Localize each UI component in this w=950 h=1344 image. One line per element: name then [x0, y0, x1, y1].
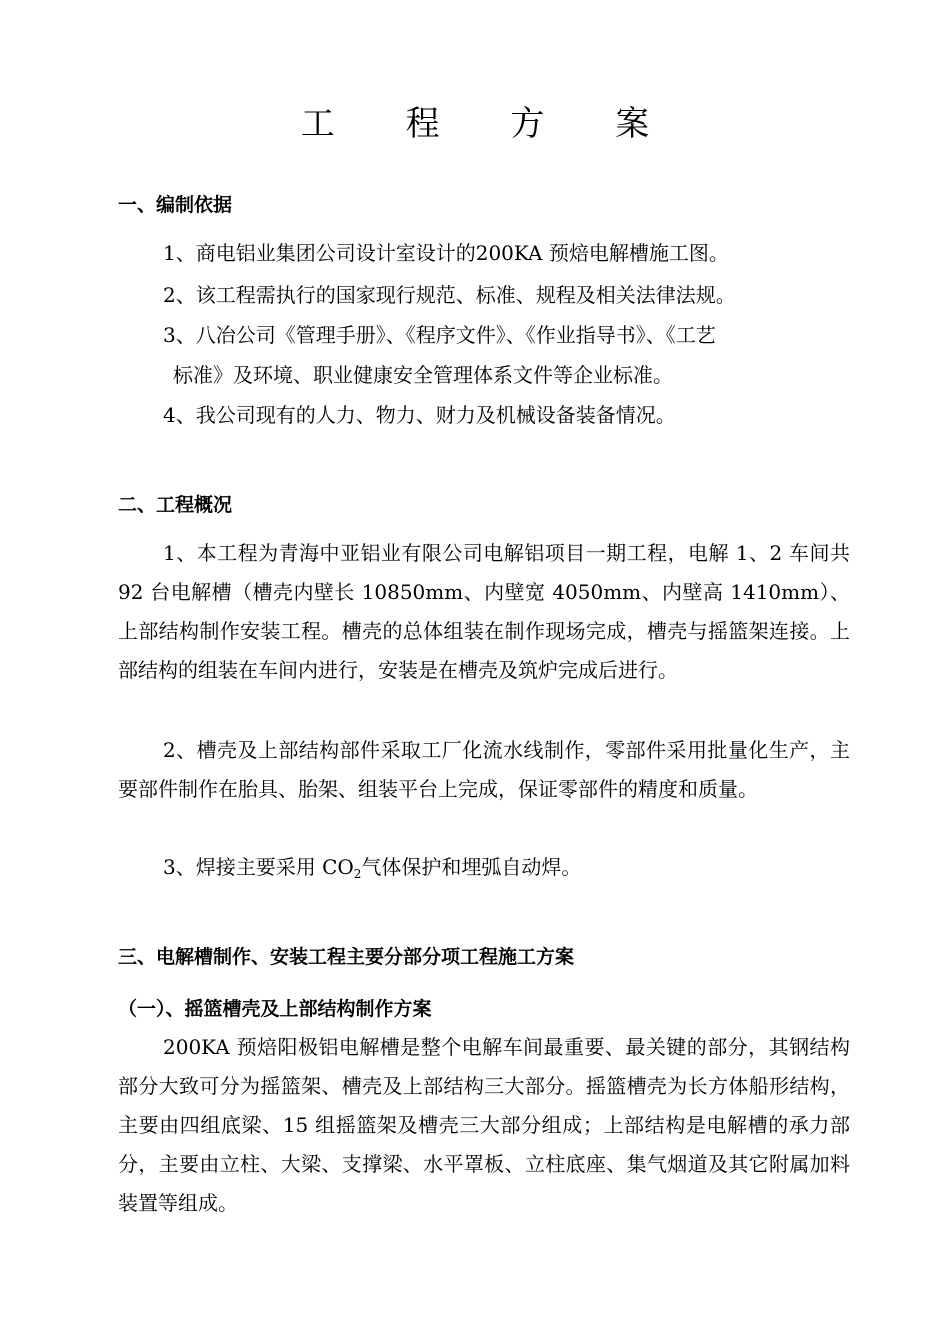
basis-item-1: 1、商电铝业集团公司设计室设计的200KA 预焙电解槽施工图。 [163, 241, 729, 265]
basis-item-2: 2、该工程需执行的国家现行规范、标准、规程及相关法律法规。 [163, 283, 736, 307]
section-heading-plan: 三、电解槽制作、安装工程主要分部分项工程施工方案 [118, 946, 575, 968]
basis-item-3: 3、八冶公司《管理手册》、《程序文件》、《作业指导书》、《工艺 [163, 323, 716, 347]
section-heading-basis: 一、编制依据 [118, 194, 233, 216]
overview-paragraph-2: 2、槽壳及上部结构部件采取工厂化流水线制作，零部件采用批量化生产，主要部件制作在胎具、胎架、组装平台上完成，保证零部件的精度和质量。 [118, 738, 850, 801]
welding-text-end: 气体保护和埋弧自动焊。 [361, 855, 582, 879]
section-heading-overview: 二、工程概况 [118, 494, 233, 516]
fabrication-paragraph: 200KA 预焙阳极铝电解槽是整个电解车间最重要、最关键的部分，其钢结构部分大致可分为摇篮架、槽壳及上部结构三大部分。摇篮槽壳为长方体船形结构，主要由四组底梁、15 组摇篮架及槽壳三大部分组成；上部结构是电解槽的承力部分，主要由立柱、大梁、支撑梁、水平罩板、立柱底座、集气烟道及其它附属加料装置等组成。 [118, 1035, 850, 1215]
overview-paragraph-1: 1、本工程为青海中亚铝业有限公司电解铝项目一期工程，电解 1、2 车间共 92 台电解槽（槽壳内壁长 10850mm、内壁宽 4050mm、内壁高 1410mm）、上部结构制作安装工程。槽壳的总体组装在制作现场完成，槽壳与摇篮架连接。上部结构的组装在车间内进行，安装是在槽壳及筑炉完成后进行。 [118, 541, 850, 682]
basis-item-3-continued: 标准》及环境、职业健康安全管理体系文件等企业标准。 [173, 363, 673, 387]
subsection-heading-fabrication: （一）、摇篮槽壳及上部结构制作方案 [118, 998, 432, 1020]
co2-subscript: 2 [353, 867, 362, 881]
document-title: 工 程 方 案 [300, 104, 680, 144]
basis-item-4: 4、我公司现有的人力、物力、财力及机械设备装备情况。 [163, 403, 676, 427]
overview-paragraph-3 [163, 848, 581, 894]
welding-text-start: 3、焊接主要采用 CO [163, 855, 354, 879]
